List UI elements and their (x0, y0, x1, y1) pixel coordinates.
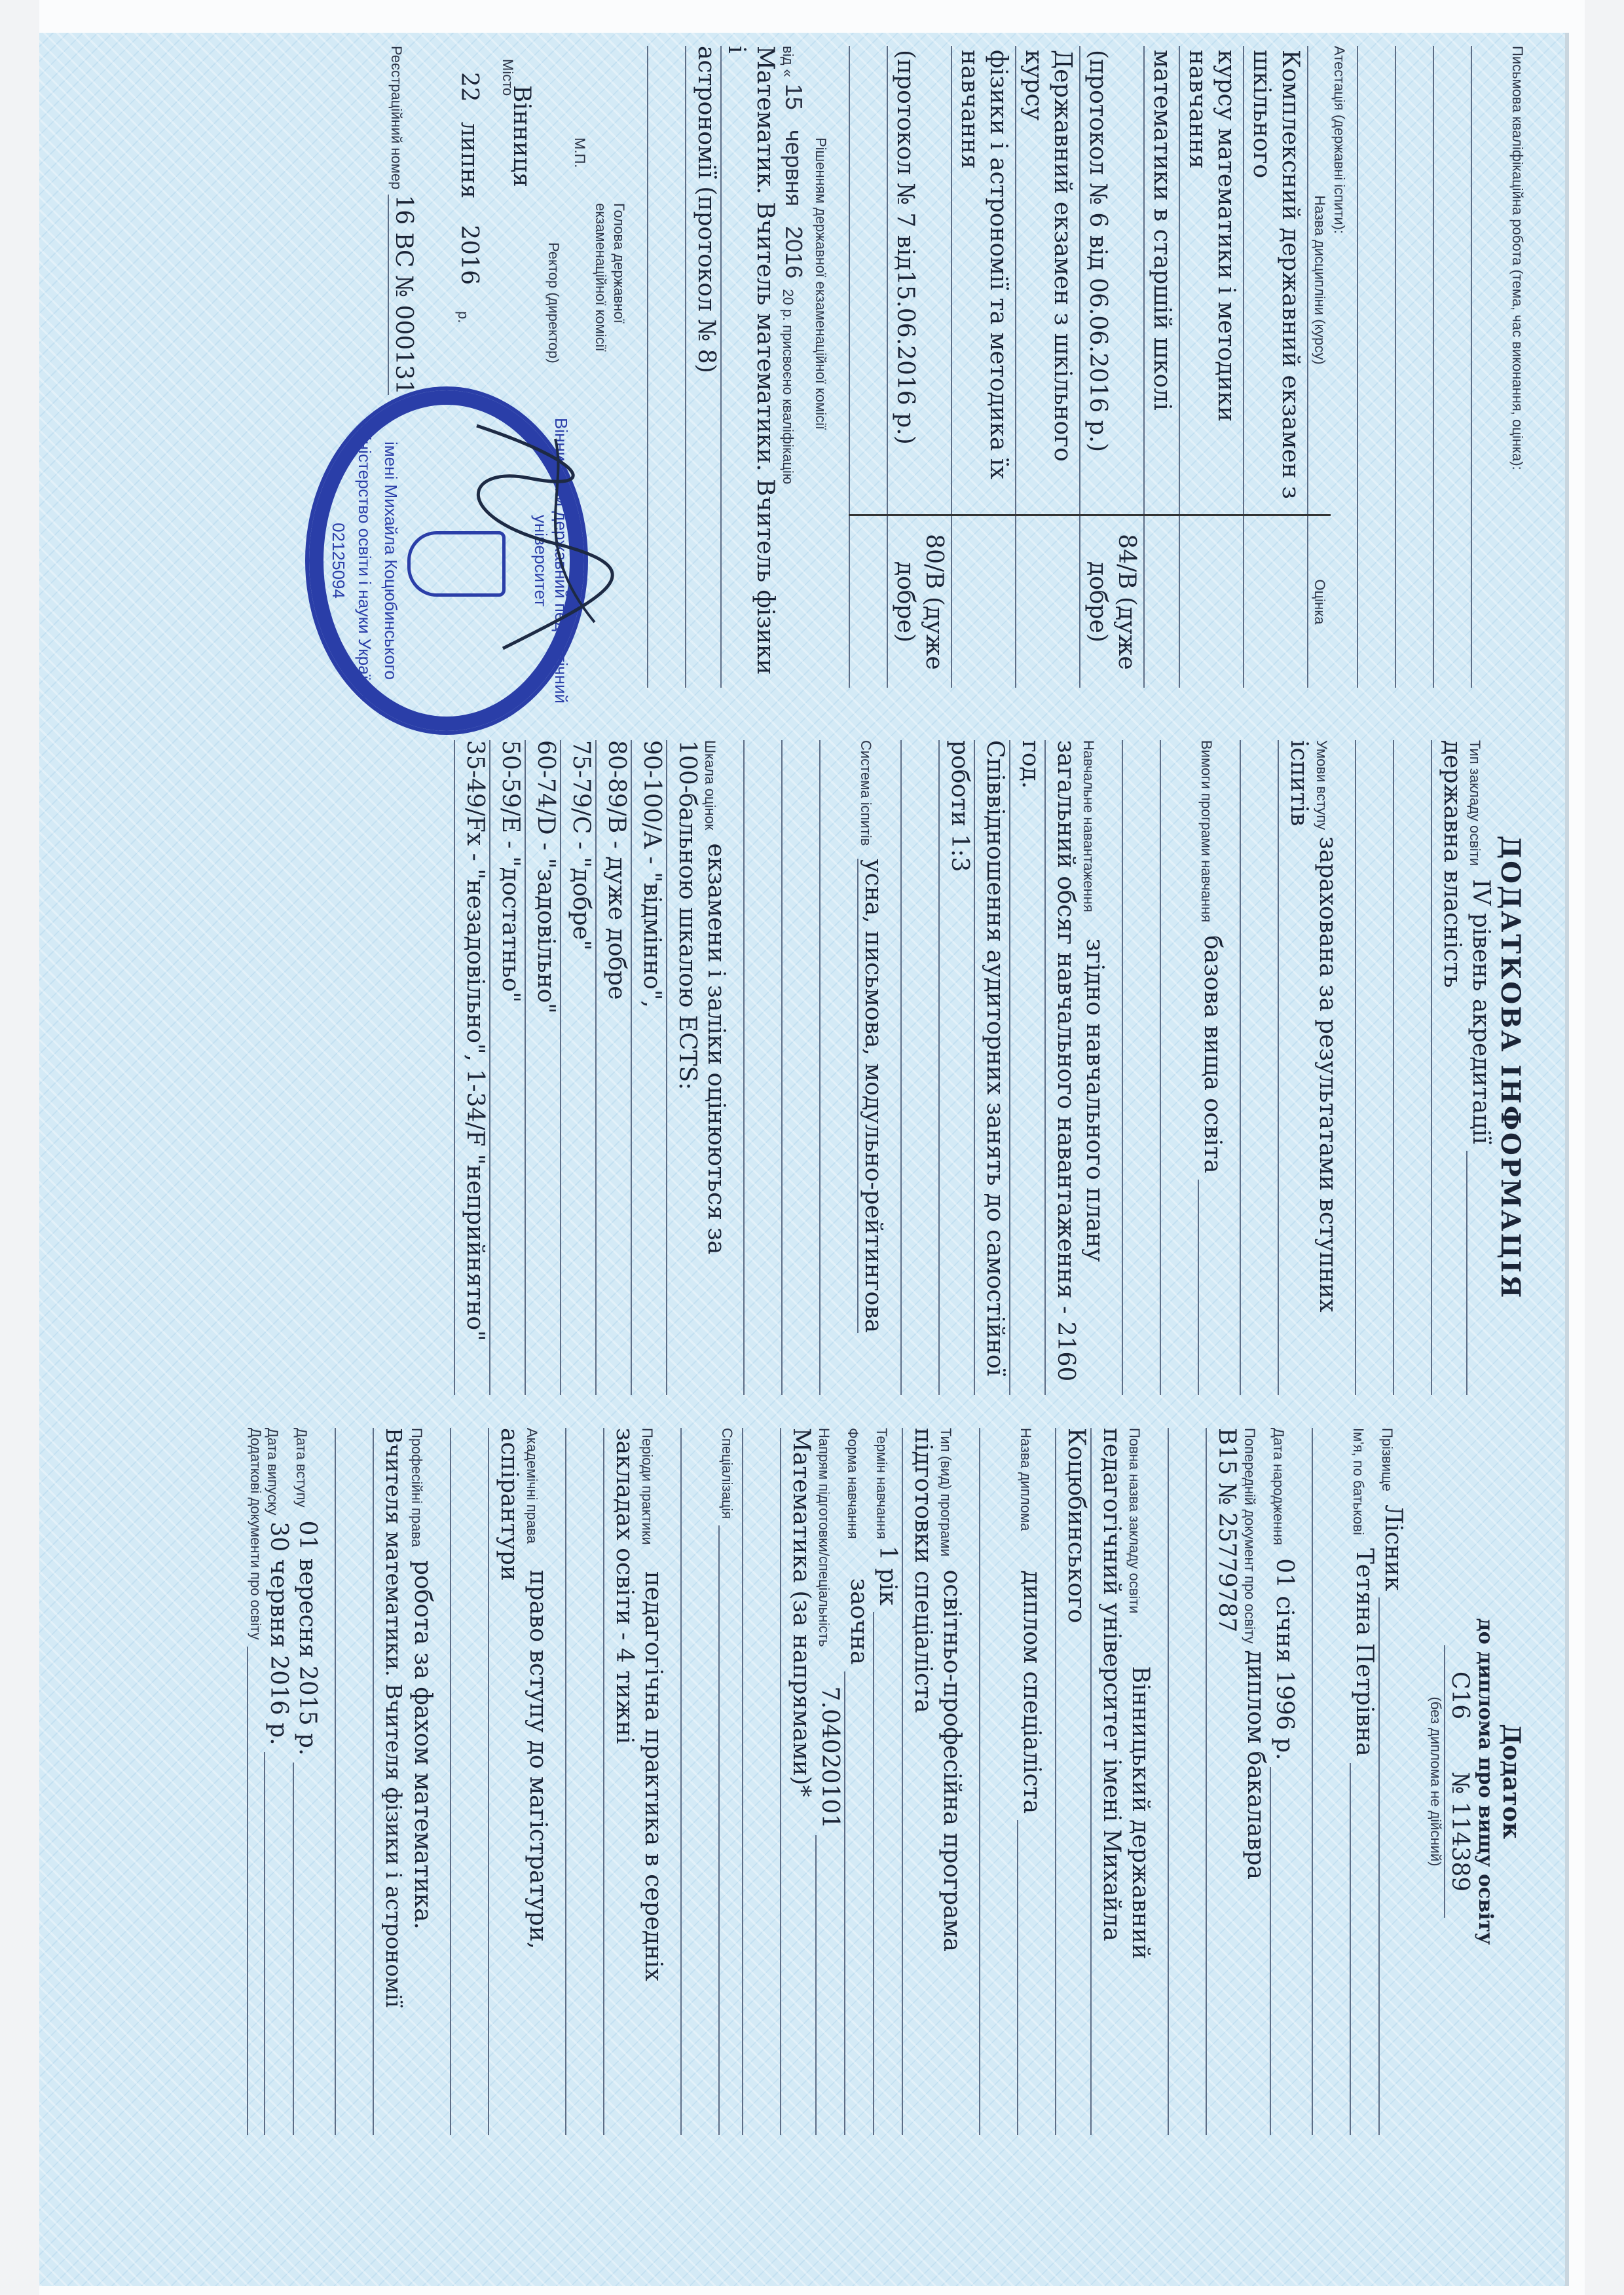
practice-label: Періоди практики (639, 1428, 655, 1545)
blank-line (1122, 740, 1160, 1395)
academic-rights: аспірантури (488, 1428, 523, 2135)
grading-value: 100-бальною шкалою ECTS: (666, 740, 701, 1395)
exam1-line: математики в старшій школі (1144, 46, 1179, 515)
diploma-name: диплом спеціаліста (1018, 1570, 1045, 1814)
enroll-date-row (293, 1428, 322, 2135)
duration: 1 рік (874, 1545, 901, 1606)
workload-value: загальний обсяг навчального навантаження - 2160 (1044, 740, 1080, 1395)
program-type-label: Тип (вид) програми (938, 1428, 954, 1557)
direction-code: 7.04020101 (817, 1686, 843, 1829)
series-number-row (1444, 1428, 1474, 2135)
diploma-name-row (1017, 1428, 1046, 2135)
grading-value: 50-59/Е - "достатньо" (489, 740, 525, 1395)
institution-type: IV рівень акредитації (1467, 879, 1494, 1145)
graduation-row (264, 1428, 293, 2135)
blank-line (565, 1428, 603, 2135)
place-label: Місто (500, 59, 516, 96)
birth-label: Дата народження (1270, 1428, 1287, 1546)
specialization-row (718, 1428, 735, 2135)
decision-tail: р. присвоєно кваліфікацію (780, 308, 796, 485)
program-requirements-label: Вимоги програми навчання (1198, 740, 1215, 923)
workload-row (1080, 740, 1109, 1395)
exam1-line: курсу математики і методики навчання (1179, 46, 1244, 515)
graduation-label: Дата випуску (265, 1428, 281, 1516)
ratio-value: роботи 1:3 (938, 740, 974, 1395)
practice: педагогічна практика в середніх (640, 1571, 667, 1982)
exam2-protocol: (протокол № 7 від15.06.2016 р.) (887, 46, 951, 515)
decision-year: 2016 (781, 226, 807, 279)
scan-left-margin (0, 0, 39, 2295)
mp-label: М.П. (572, 138, 588, 168)
table-row (1144, 46, 1179, 688)
seal-text: Вінницький державний педагогічний університет (531, 417, 571, 703)
blank-line (335, 1428, 373, 2135)
chair-label: екзаменаційної комісії (593, 203, 609, 352)
admission-value: зарахована за результатами вступних (1314, 836, 1341, 1313)
professional-rights-label: Професійні права (409, 1428, 425, 1548)
enroll-date: 01 вересня 2015 р. (294, 1520, 321, 1756)
scan-right-margin (1585, 0, 1624, 2295)
practice: закладах освіти - 4 тижні (603, 1428, 638, 2135)
institution-row (1126, 1428, 1154, 2135)
table-row (887, 46, 951, 688)
table-row (1244, 46, 1308, 688)
exam2-line: фізики і астрономії та методика їх навчання (951, 46, 1016, 515)
additional-docs-row (247, 1428, 264, 2135)
blank-line (647, 46, 685, 688)
prev-doc: диплом бакалавра (1242, 1650, 1269, 1880)
grading-value: 35-49/Fx - "незадовільно", 1-34/F "неприйнятно" (454, 740, 489, 1395)
seal-code: 02125094 (329, 523, 348, 599)
qualification-work-label: Письмова кваліфікаційна робота (тема, час виконання, оцінка): (1509, 46, 1526, 470)
table-row (849, 46, 887, 688)
table-row (1080, 46, 1144, 688)
exam2-grade: 80/В (дуже добре) (887, 515, 951, 688)
exam-system: усна, письмова, модульно-рейтингова (857, 859, 887, 1333)
birth-date: 01 січня 1996 р. (1271, 1558, 1298, 1761)
blank-line (819, 740, 857, 1395)
surname-label: Прізвище (1379, 1428, 1395, 1492)
blank-line (680, 1428, 718, 2135)
registration-number: 16 ВС № 000131 (388, 195, 418, 395)
grading-value: 75-79/С - "добре" (560, 740, 595, 1395)
name-row (1350, 1428, 1378, 2135)
enroll-date-label: Дата вступу (293, 1428, 310, 1508)
issue-date-row (454, 72, 483, 323)
seal-text: імені Михайла Коцюбинського (381, 441, 401, 680)
exam-system-label: Система іспитів (858, 740, 874, 846)
duration-row (873, 1428, 902, 2135)
decision-from: від « (780, 46, 796, 77)
exam1-grade: 84/В (дуже добре) (1080, 515, 1144, 688)
blank-line (1355, 740, 1393, 1395)
discipline-header: Назва дисципліни (курсу) (1308, 46, 1331, 515)
practice-row (638, 1428, 667, 2135)
program-requirements: базова вища освіта (1199, 935, 1226, 1174)
grading-scale-label: Шкала оцінок (702, 740, 718, 830)
blank-line (1471, 46, 1509, 688)
graduation-date: 30 червня 2016 р. (265, 1521, 292, 1745)
academic-rights-label: Академічні права (524, 1428, 540, 1544)
table-row (1016, 46, 1080, 688)
grading-value: екзамени і заліки оцінюються за (703, 843, 729, 1255)
surname-row (1378, 1428, 1407, 2135)
validity-note: (без диплома не дійсний) (1428, 1696, 1444, 1867)
supplement-title: Додаток (1498, 1724, 1525, 1839)
grading-value: 60-74/D - "задовільно" (525, 740, 560, 1395)
direction-row (815, 1428, 844, 2135)
exam-system-row (857, 740, 887, 1395)
direction-label: Напрям підготовки/спеціальність (816, 1428, 832, 1647)
signature-icon (437, 413, 634, 662)
qualification-line: астрономії (протокол № 8) (685, 46, 720, 688)
attestation-table (849, 46, 1331, 688)
direction-name: Математика (за напрямами)* (780, 1428, 815, 2135)
grading-value: 80-89/В - дуже добре (595, 740, 631, 1395)
institution-label: Повна назва закладу освіти (1126, 1428, 1143, 1614)
additional-info-panel (138, 740, 1526, 1395)
diploma-number: № 114389 (1444, 1745, 1474, 1918)
blank-line (1433, 46, 1471, 688)
table-row (951, 46, 1016, 688)
blank-line (742, 1428, 780, 2135)
decision-date-row (779, 46, 808, 688)
birth-row (1270, 1428, 1299, 2135)
institution: педагогічний університет імені Михайла (1090, 1428, 1126, 2135)
blank-line (1168, 1428, 1206, 2135)
workload-value: згідно навчального плану (1081, 938, 1108, 1262)
diploma-name-label: Назва диплома (1018, 1428, 1034, 1531)
exam1-protocol: (протокол № 6 від 06.06.2016 р.) (1080, 46, 1144, 515)
blank-line (450, 1428, 488, 2135)
program-type-row (937, 1428, 966, 2135)
name: Тетяна Петрівна (1351, 1548, 1378, 1757)
program-requirements-row (1198, 740, 1227, 1395)
blank-line (1240, 740, 1278, 1395)
attestation-panel (138, 46, 1526, 703)
admission-row (1313, 740, 1342, 1395)
institution: Коцюбинського (1055, 1428, 1090, 2135)
professional-rights: Вчителя математики. Вчителя фізики і астрономії (373, 1428, 408, 2135)
prev-doc-row (1241, 1428, 1270, 2135)
issue-tail: р. (455, 311, 471, 324)
admission-label: Умови вступу (1314, 740, 1330, 830)
workload-label: Навчальне навантаження (1080, 740, 1097, 912)
study-form: заочна (845, 1578, 872, 1665)
workload-value: год. (1009, 740, 1044, 1395)
chair-label: Голова державної (611, 203, 627, 324)
decision-day: 15 (781, 83, 807, 110)
professional-rights-row (408, 1428, 437, 2135)
issue-year: 2016 (456, 225, 483, 285)
additional-info-title: ДОДАТКОВА ІНФОРМАЦІЯ (1495, 835, 1526, 1300)
exam1-line: Комплексний державний екзамен з шкільного (1244, 46, 1308, 515)
issue-day: 22 (456, 72, 483, 102)
decision-month: червня (781, 129, 807, 207)
rotated-document (85, 46, 1526, 2142)
institution: Вінницький державний (1127, 1666, 1154, 1960)
blank-line (781, 740, 819, 1395)
table-header-row (1308, 46, 1331, 688)
surname: Лісник (1380, 1504, 1407, 1592)
duration-label: Термін навчання (874, 1428, 890, 1539)
supplement-subtitle: до диплома про вищу освіту (1474, 1618, 1497, 1945)
qualification-line: Математик. Вчитель математики. Вчитель фізики і (720, 46, 779, 688)
blank-line (900, 740, 938, 1395)
prev-doc-number: В15 № 25779787 (1206, 1428, 1241, 2135)
institution-type-row (1466, 740, 1495, 1395)
rector-label: Ректор (директор) (545, 242, 562, 364)
admission-value: іспитів (1278, 740, 1313, 1395)
name-label: Ім'я, по батькові (1350, 1428, 1367, 1535)
blank-line (979, 1428, 1017, 2135)
ratio-value: Співвідношення аудиторних занять до самостійної (974, 740, 1009, 1395)
blank-line (1395, 46, 1433, 688)
blank-line (1312, 1428, 1350, 2135)
attestation-label: Атестація (державні іспити): (1331, 46, 1348, 234)
study-form-row (844, 1428, 873, 2135)
professional-rights: робота за фахом математика. (409, 1560, 436, 1930)
program-type: підготовки спеціаліста (902, 1428, 937, 2135)
institution-type-label: Тип закладу освіти (1467, 740, 1483, 867)
supplement-header-panel (138, 1428, 1526, 2135)
table-row (1179, 46, 1244, 688)
blank-line (1393, 740, 1431, 1395)
study-form-label: Форма навчання (845, 1428, 861, 1539)
academic-rights-row (523, 1428, 552, 2135)
registration-label: Реєстраційний номер (388, 46, 405, 190)
blank-line (1160, 740, 1198, 1395)
specialization-label: Спеціалізація (719, 1428, 735, 1520)
grading-value: 90-100/А - "відмінно", (631, 740, 666, 1395)
academic-rights: право вступу до магістратури, (525, 1569, 551, 1950)
exam2-line: Державний екзамен з шкільного курсу (1016, 46, 1080, 515)
blank-line (743, 740, 781, 1395)
city: Вінниця (508, 85, 535, 187)
decision-label: Рішенням державної екзаменаційної комісії (813, 138, 829, 430)
additional-docs-label: Додаткові документи про освіту (248, 1428, 264, 1640)
grading-row (701, 740, 730, 1395)
diploma-series: С16 (1444, 1645, 1474, 1745)
signature-block (329, 46, 647, 703)
issue-month: липня (456, 121, 483, 199)
grade-header: Оцінка (1308, 515, 1331, 688)
prev-doc-label: Попередній документ про освіту (1242, 1428, 1258, 1644)
ownership: державна власність (1431, 740, 1466, 1395)
seal-text: Міністерство освіти і науки України (355, 422, 375, 699)
blank-line (1357, 46, 1395, 688)
program-type: освітньо-професійна програма (938, 1569, 965, 1952)
decision-year-prefix: 20 (780, 289, 796, 305)
